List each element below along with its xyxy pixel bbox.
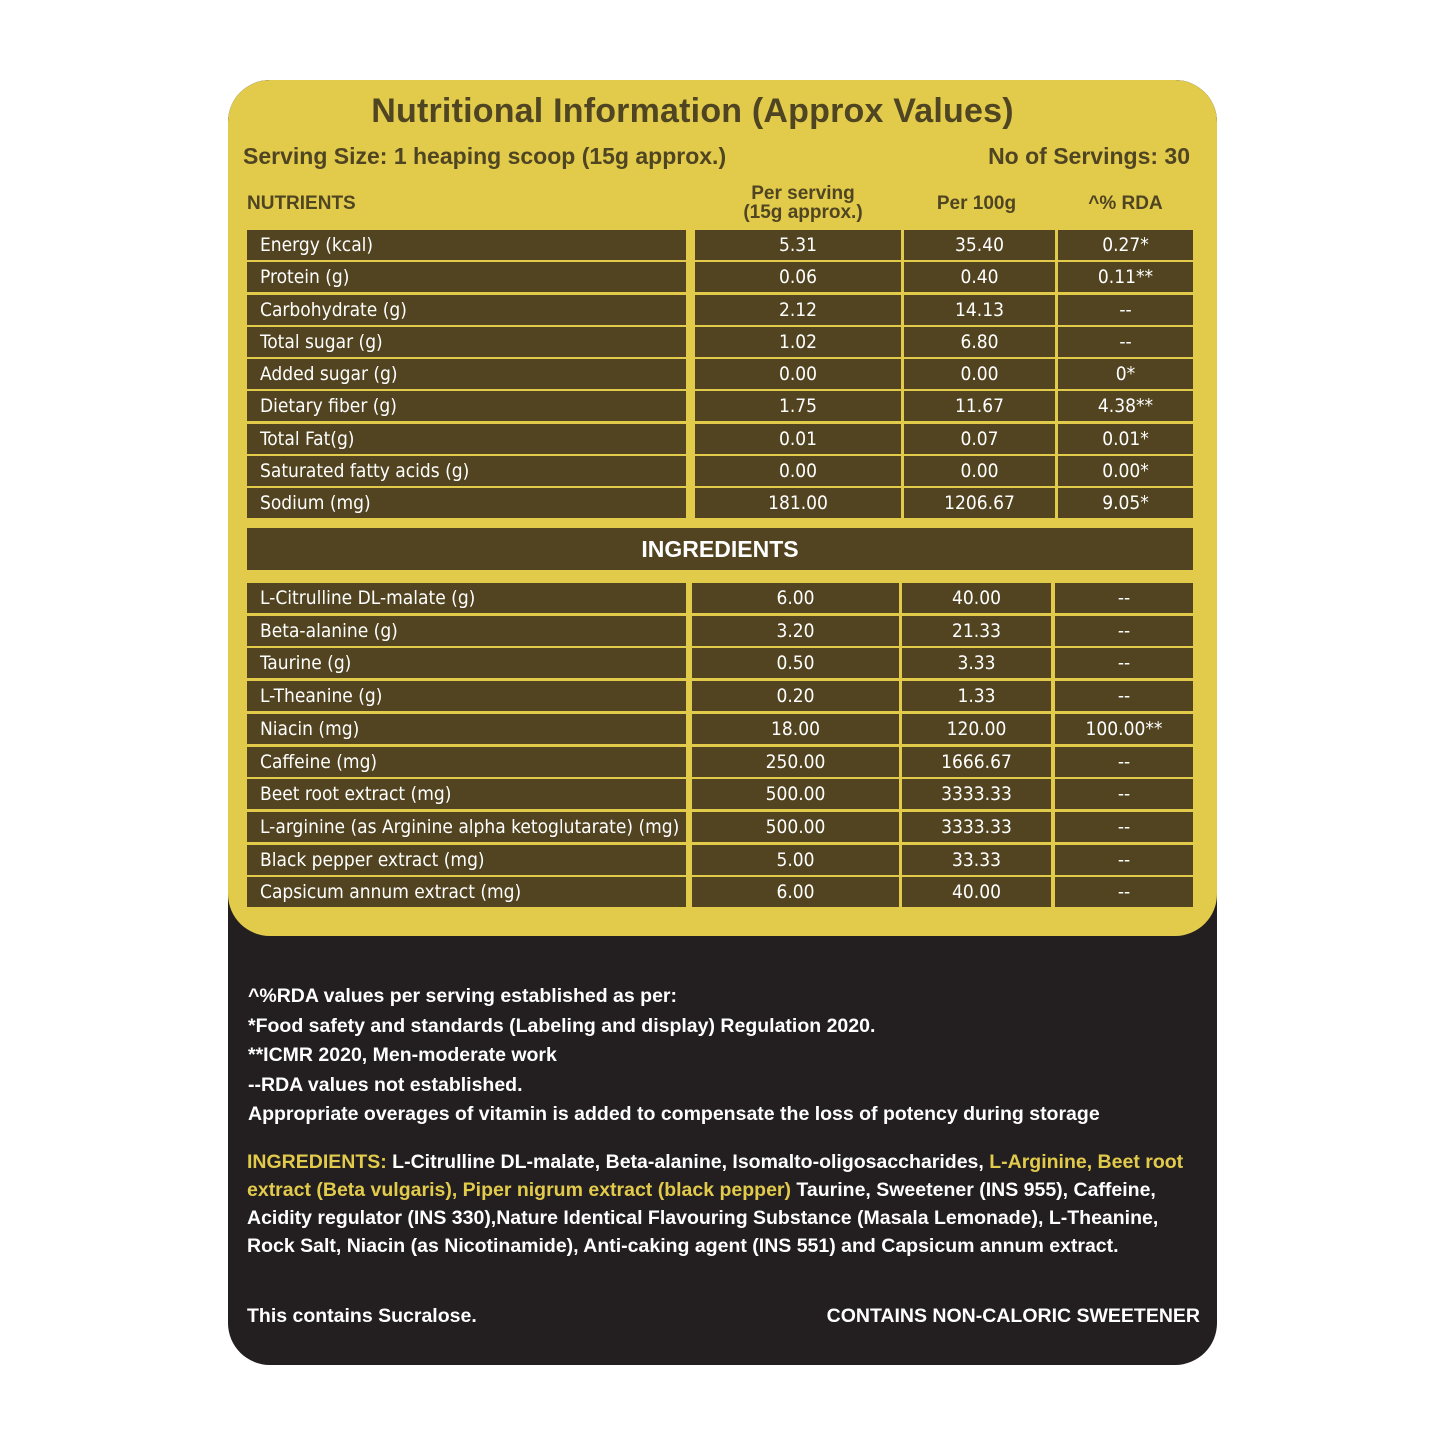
row-per-100g: 33.33 <box>902 845 1051 875</box>
serving-size: Serving Size: 1 heaping scoop (15g approx.) <box>243 143 727 169</box>
row-per-serving: 6.00 <box>692 583 899 613</box>
row-per-serving: 1.02 <box>695 327 901 357</box>
table-row <box>247 230 1193 260</box>
header-per-serving <box>738 184 868 222</box>
nutrition-panel <box>228 80 1217 936</box>
row-rda: -- <box>1058 295 1193 325</box>
row-rda: -- <box>1055 681 1193 711</box>
row-name: Beta-alanine (g) <box>247 616 686 646</box>
row-name: Black pepper extract (mg) <box>247 845 686 875</box>
row-rda: -- <box>1055 845 1193 875</box>
row-per-100g: 120.00 <box>902 714 1051 744</box>
note-line: Appropriate overages of vitamin is added to compensate the loss of potency during storage <box>248 1103 1100 1125</box>
row-per-serving: 181.00 <box>695 488 901 518</box>
row-per-100g: 0.00 <box>904 456 1055 486</box>
table-row <box>247 812 1193 842</box>
row-name: L-arginine (as Arginine alpha ketoglutarate) (mg) <box>247 812 686 842</box>
row-per-serving: 2.12 <box>695 295 901 325</box>
row-name: L-Theanine (g) <box>247 681 686 711</box>
sucralose-note: This contains Sucralose. <box>247 1305 477 1327</box>
row-rda: -- <box>1055 877 1193 907</box>
header-per-100g: Per 100g <box>936 193 1017 214</box>
row-per-100g: 35.40 <box>904 230 1055 260</box>
row-name: Caffeine (mg) <box>247 747 686 777</box>
row-per-100g: 40.00 <box>902 877 1051 907</box>
row-per-serving: 6.00 <box>692 877 899 907</box>
ingredients-list-highlight: L-Arginine, Beet root extract (Beta vulgaris), Piper nigrum extract (black pepper) <box>247 1151 1184 1201</box>
row-rda: 4.38** <box>1058 391 1193 421</box>
row-rda: -- <box>1055 583 1193 613</box>
row-name: L-Citrulline DL-malate (g) <box>247 583 686 613</box>
table-row <box>247 327 1193 357</box>
table-row <box>247 456 1193 486</box>
header-per-serving-line1: Per serving <box>751 183 855 204</box>
note-line: ^%RDA values per serving established as per: <box>248 985 677 1007</box>
table-row <box>247 616 1193 646</box>
table-row <box>247 488 1193 518</box>
table-row <box>247 747 1193 777</box>
table-row <box>247 262 1193 292</box>
row-per-serving: 18.00 <box>692 714 899 744</box>
row-per-serving: 0.00 <box>695 456 901 486</box>
row-per-100g: 1206.67 <box>904 488 1055 518</box>
note-line: *Food safety and standards (Labeling and display) Regulation 2020. <box>248 1014 876 1037</box>
row-rda: -- <box>1055 812 1193 842</box>
row-per-100g: 14.13 <box>904 295 1055 325</box>
table-row <box>247 295 1193 325</box>
row-rda: -- <box>1058 327 1193 357</box>
row-per-serving: 1.75 <box>695 391 901 421</box>
page-title <box>228 92 1217 131</box>
row-name: Total Fat(g) <box>247 424 686 454</box>
row-per-serving: 0.20 <box>692 681 899 711</box>
row-per-100g: 40.00 <box>902 583 1051 613</box>
ingredients-list-part1: L-Citrulline DL-malate, Beta-alanine, Isomalto-oligosaccharides, <box>386 1151 990 1173</box>
row-rda: 0* <box>1058 359 1193 389</box>
note-line: **ICMR 2020, Men-moderate work <box>248 1044 557 1066</box>
row-per-100g: 3333.33 <box>902 779 1051 809</box>
row-name: Capsicum annum extract (mg) <box>247 877 686 907</box>
row-per-100g: 1666.67 <box>902 747 1051 777</box>
note-line: --RDA values not established. <box>248 1073 523 1096</box>
row-per-100g: 1.33 <box>902 681 1051 711</box>
row-per-serving: 5.00 <box>692 845 899 875</box>
row-per-100g: 0.07 <box>904 424 1055 454</box>
row-name: Taurine (g) <box>247 648 686 678</box>
ingredients-heading: INGREDIENTS <box>247 528 1193 570</box>
servings-count: No of Servings: 30 <box>988 143 1190 169</box>
row-rda: 0.11** <box>1058 262 1193 292</box>
row-per-100g: 21.33 <box>902 616 1051 646</box>
row-name: Saturated fatty acids (g) <box>247 456 686 486</box>
row-name: Protein (g) <box>247 262 686 292</box>
row-per-100g: 11.67 <box>904 391 1055 421</box>
row-per-serving: 0.06 <box>695 262 901 292</box>
table-row <box>247 714 1193 744</box>
row-per-serving: 0.50 <box>692 648 899 678</box>
table-row <box>247 779 1193 809</box>
table-row <box>247 648 1193 678</box>
row-per-serving: 0.00 <box>695 359 901 389</box>
row-rda: 0.00* <box>1058 456 1193 486</box>
row-name: Beet root extract (mg) <box>247 779 686 809</box>
row-rda: 9.05* <box>1058 488 1193 518</box>
row-per-serving: 5.31 <box>695 230 901 260</box>
row-per-serving: 3.20 <box>692 616 899 646</box>
row-per-100g: 0.00 <box>904 359 1055 389</box>
header-nutrients: NUTRIENTS <box>247 193 356 214</box>
row-rda: 0.01* <box>1058 424 1193 454</box>
row-per-100g: 3.33 <box>902 648 1051 678</box>
row-rda: 100.00** <box>1055 714 1193 744</box>
row-per-100g: 6.80 <box>904 327 1055 357</box>
table-row <box>247 359 1193 389</box>
row-rda: -- <box>1055 747 1193 777</box>
header-rda: ^% RDA <box>1088 193 1163 214</box>
row-name: Dietary fiber (g) <box>247 391 686 421</box>
ingredients-list-part2: Taurine, Sweetener (INS 955), Caffeine, Acidity regulator (INS 330),Nature Identical Flavouring Substance (Masala Lemonade), L-Theanine, Rock Salt, Niacin (as Nicotinamide), Anti-caking agent (INS 551) and Capsicum annum extract. <box>247 1179 1159 1257</box>
row-name: Sodium (mg) <box>247 488 686 518</box>
row-name: Energy (kcal) <box>247 230 686 260</box>
row-name: Carbohydrate (g) <box>247 295 686 325</box>
rda-notes <box>248 982 1100 1130</box>
table-row <box>247 391 1193 421</box>
row-per-serving: 500.00 <box>692 812 899 842</box>
row-per-serving: 500.00 <box>692 779 899 809</box>
row-per-serving: 250.00 <box>692 747 899 777</box>
row-rda: -- <box>1055 648 1193 678</box>
row-name: Added sugar (g) <box>247 359 686 389</box>
row-rda: -- <box>1055 779 1193 809</box>
table-row <box>247 583 1193 613</box>
ingredients-list-label: INGREDIENTS: <box>247 1151 387 1173</box>
ingredients-list <box>247 1148 1192 1260</box>
row-per-100g: 3333.33 <box>902 812 1051 842</box>
title-text: Nutritional Information (Approx Values) <box>371 92 1014 130</box>
table-row <box>247 845 1193 875</box>
table-row <box>247 681 1193 711</box>
table-row <box>247 877 1193 907</box>
table-row <box>247 424 1193 454</box>
row-rda: 0.27* <box>1058 230 1193 260</box>
row-per-serving: 0.01 <box>695 424 901 454</box>
header-per-serving-line2: (15g approx.) <box>743 202 863 223</box>
nutrition-label-card <box>228 80 1217 1365</box>
row-name: Niacin (mg) <box>247 714 686 744</box>
sweetener-warning: CONTAINS NON-CALORIC SWEETENER <box>826 1305 1200 1327</box>
row-name: Total sugar (g) <box>247 327 686 357</box>
row-per-100g: 0.40 <box>904 262 1055 292</box>
row-rda: -- <box>1055 616 1193 646</box>
